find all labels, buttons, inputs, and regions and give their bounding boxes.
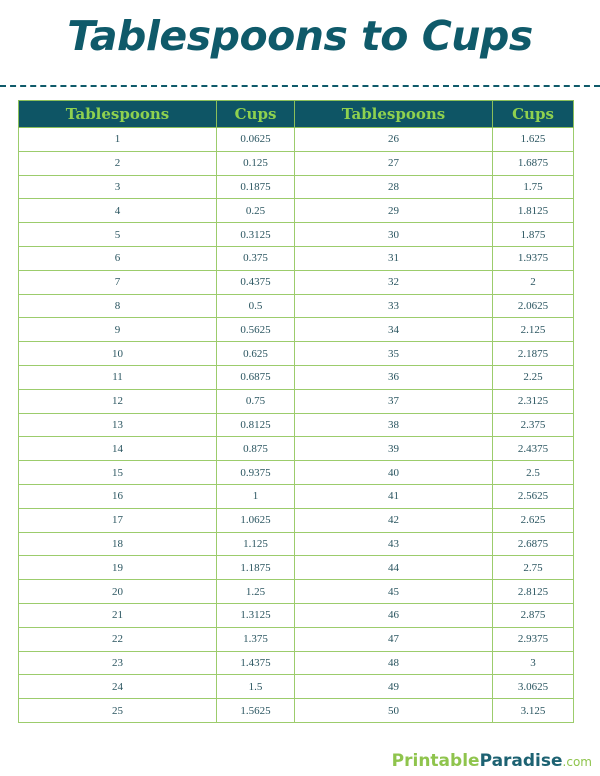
cell-cups-left: 0.3125 [217,223,295,247]
cell-tablespoons-left: 20 [19,580,217,604]
table-row [19,151,574,175]
table-row [19,389,574,413]
cell-tablespoons-left: 9 [19,318,217,342]
cell-cups-left: 0.9375 [217,461,295,485]
cell-cups-left: 1.0625 [217,508,295,532]
cell-cups-right: 2.1875 [493,342,574,366]
table-row [19,437,574,461]
cell-tablespoons-right: 40 [295,461,493,485]
conversion-table [18,100,574,723]
brand-logo-part3: .com [562,755,592,769]
cell-tablespoons-right: 37 [295,389,493,413]
cell-tablespoons-left: 6 [19,246,217,270]
cell-tablespoons-left: 8 [19,294,217,318]
cell-tablespoons-left: 14 [19,437,217,461]
cell-tablespoons-left: 17 [19,508,217,532]
cell-cups-right: 1.625 [493,128,574,152]
cell-cups-right: 2.6875 [493,532,574,556]
cell-tablespoons-right: 31 [295,246,493,270]
header-cups-1: Cups [217,101,295,128]
cell-tablespoons-right: 26 [295,128,493,152]
table-row [19,175,574,199]
cell-tablespoons-right: 44 [295,556,493,580]
cell-cups-right: 2.4375 [493,437,574,461]
cell-tablespoons-right: 41 [295,484,493,508]
cell-cups-left: 0.4375 [217,270,295,294]
cell-tablespoons-right: 35 [295,342,493,366]
cell-tablespoons-right: 32 [295,270,493,294]
cell-cups-right: 3.125 [493,699,574,723]
table-row [19,128,574,152]
cell-cups-left: 1 [217,484,295,508]
cell-tablespoons-right: 50 [295,699,493,723]
cell-cups-left: 1.5625 [217,699,295,723]
header-tablespoons-2: Tablespoons [295,101,493,128]
cell-cups-right: 1.6875 [493,151,574,175]
cell-cups-right: 1.9375 [493,246,574,270]
cell-tablespoons-left: 3 [19,175,217,199]
cell-tablespoons-left: 25 [19,699,217,723]
cell-cups-right: 3.0625 [493,675,574,699]
cell-cups-right: 2.75 [493,556,574,580]
table-row [19,627,574,651]
table-row [19,461,574,485]
cell-cups-right: 1.75 [493,175,574,199]
cell-cups-right: 2.25 [493,365,574,389]
cell-tablespoons-left: 24 [19,675,217,699]
cell-tablespoons-right: 49 [295,675,493,699]
table-row [19,318,574,342]
cell-tablespoons-left: 18 [19,532,217,556]
cell-cups-left: 0.6875 [217,365,295,389]
cell-cups-left: 1.3125 [217,603,295,627]
cell-cups-left: 0.875 [217,437,295,461]
cell-cups-right: 2.0625 [493,294,574,318]
cell-tablespoons-left: 4 [19,199,217,223]
cell-cups-left: 1.5 [217,675,295,699]
cell-tablespoons-right: 28 [295,175,493,199]
table-body [19,128,574,723]
table-row [19,651,574,675]
header-row [19,101,574,128]
cell-cups-left: 0.5625 [217,318,295,342]
cell-cups-right: 2.9375 [493,627,574,651]
cell-cups-right: 2.375 [493,413,574,437]
cell-cups-left: 1.25 [217,580,295,604]
cell-tablespoons-right: 47 [295,627,493,651]
cell-cups-left: 0.375 [217,246,295,270]
cell-tablespoons-left: 19 [19,556,217,580]
cell-cups-right: 3 [493,651,574,675]
cell-cups-right: 2.125 [493,318,574,342]
cell-cups-right: 2.5 [493,461,574,485]
cell-tablespoons-left: 2 [19,151,217,175]
cell-tablespoons-right: 33 [295,294,493,318]
cell-tablespoons-left: 5 [19,223,217,247]
cell-tablespoons-left: 11 [19,365,217,389]
table-row [19,603,574,627]
cell-cups-left: 0.0625 [217,128,295,152]
cell-cups-right: 2.625 [493,508,574,532]
cell-cups-left: 0.25 [217,199,295,223]
cell-cups-left: 0.5 [217,294,295,318]
cell-cups-right: 2.875 [493,603,574,627]
brand-logo-part1: Printable [391,751,480,771]
brand-logo-part2: Paradise [479,751,563,771]
cell-cups-right: 2.8125 [493,580,574,604]
cell-tablespoons-left: 23 [19,651,217,675]
cell-cups-right: 2.3125 [493,389,574,413]
cell-cups-right: 2.5625 [493,484,574,508]
table-row [19,580,574,604]
cell-cups-left: 0.1875 [217,175,295,199]
cell-tablespoons-right: 45 [295,580,493,604]
cell-tablespoons-right: 38 [295,413,493,437]
table-row [19,223,574,247]
cell-tablespoons-left: 13 [19,413,217,437]
table-row [19,270,574,294]
cell-tablespoons-left: 15 [19,461,217,485]
cell-cups-right: 1.8125 [493,199,574,223]
cell-tablespoons-right: 48 [295,651,493,675]
header-cups-2: Cups [493,101,574,128]
cell-tablespoons-right: 29 [295,199,493,223]
cell-tablespoons-right: 42 [295,508,493,532]
table-row [19,508,574,532]
cell-cups-left: 0.8125 [217,413,295,437]
brand-logo [392,751,592,771]
cell-tablespoons-right: 36 [295,365,493,389]
table-row [19,413,574,437]
cell-cups-left: 0.625 [217,342,295,366]
table-row [19,532,574,556]
cell-cups-right: 2 [493,270,574,294]
cell-cups-left: 1.1875 [217,556,295,580]
table-row [19,556,574,580]
cell-tablespoons-right: 27 [295,151,493,175]
cell-tablespoons-left: 1 [19,128,217,152]
cell-tablespoons-left: 7 [19,270,217,294]
cell-cups-left: 1.125 [217,532,295,556]
table-row [19,246,574,270]
cell-tablespoons-left: 22 [19,627,217,651]
table-row [19,365,574,389]
table-row [19,342,574,366]
table-row [19,699,574,723]
cell-cups-left: 0.125 [217,151,295,175]
cell-tablespoons-right: 34 [295,318,493,342]
cell-tablespoons-left: 12 [19,389,217,413]
table-row [19,675,574,699]
table-row [19,199,574,223]
cell-tablespoons-left: 10 [19,342,217,366]
cell-cups-left: 1.375 [217,627,295,651]
table-row [19,484,574,508]
page-title: Tablespoons to Cups [67,12,533,60]
cell-tablespoons-left: 16 [19,484,217,508]
cell-tablespoons-left: 21 [19,603,217,627]
cell-tablespoons-right: 43 [295,532,493,556]
table-row [19,294,574,318]
cell-cups-left: 0.75 [217,389,295,413]
dashed-divider [0,85,600,87]
cell-tablespoons-right: 30 [295,223,493,247]
cell-tablespoons-right: 46 [295,603,493,627]
cell-cups-left: 1.4375 [217,651,295,675]
cell-tablespoons-right: 39 [295,437,493,461]
header-tablespoons-1: Tablespoons [19,101,217,128]
cell-cups-right: 1.875 [493,223,574,247]
